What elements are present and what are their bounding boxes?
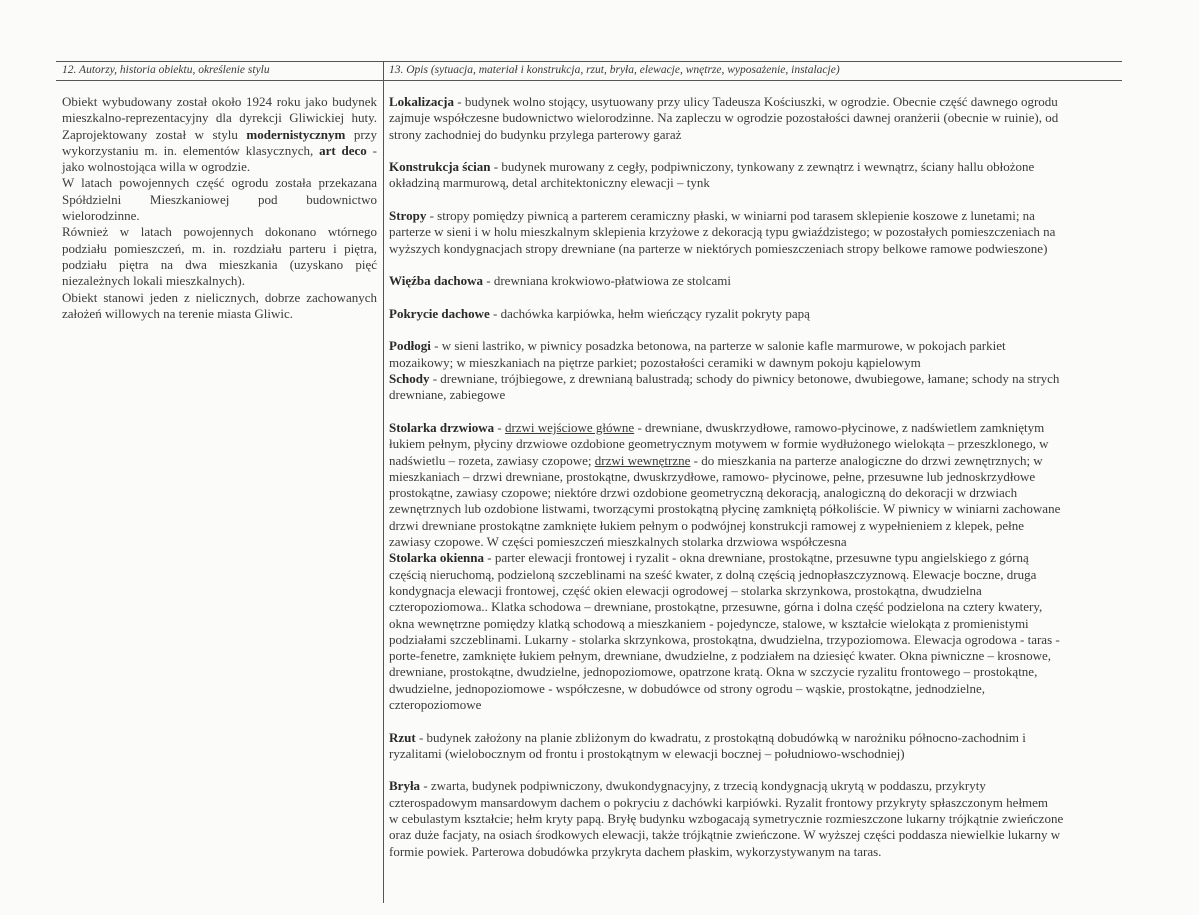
- history-paragraph: W latach powojennych część ogrodu została przekazana Spółdzielni Mieszkaniowej pod budownictwo wielorodzinne.: [62, 175, 377, 224]
- section-schody: Schody - drewniane, trójbiegowe, z drewnianą balustradą; schody do piwnicy betonowe, dwubiegowe, łamane; schody na strych drewniane, zabiegowe: [389, 371, 1060, 403]
- description-column: [389, 94, 1121, 860]
- section-lokalizacja: Lokalizacja - budynek wolno stojący, usytuowany przy ulicy Tadeusza Kościuszki, w ogrodzie. Obecnie część dawnego ogrodu zajmuje współczesne budownictwo wielorodzinne. Na zapleczu w ogrodzie pozostałości dawnej oranżerii (obecnie w ruinie), od strony zachodniej do budynku przylega parterowy garaż: [389, 94, 1059, 142]
- top-rule: [56, 61, 1122, 62]
- section-bryla: Bryła - zwarta, budynek podpiwniczony, dwukondygnacyjny, z trzecią kondygnacją ukrytą w poddaszu, przykryty czterospadowym mansardowym dachem o pokryciu z dachówki karpiówki. Ryzalit frontowy przykryty spłaszczonym hełmem w cebulastym kształcie; hełm kryty papą. Bryłę budynku wzbogacają symetrycznie rozmieszczone lukarny trójkątnie zwieńczone oraz duże facjaty, na osiach środkowych elewacji, także trójkątnie zwieńczone. W wyższej części poddasza niewielkie lukarny w formie powiek. Parterowa dobudówka przykryta dachem płaskim, wykorzystywanym na taras.: [389, 778, 1064, 859]
- section-wiezba: Więźba dachowa - drewniana krokwiowo-płatwiowa ze stolcami: [389, 273, 732, 289]
- column-divider: [383, 61, 384, 903]
- section-13-header: 13. Opis (sytuacja, materiał i konstrukcja, rzut, bryła, elewacje, wnętrze, wyposażenie, instalacje): [389, 64, 840, 76]
- section-stolarka-okienna: Stolarka okienna - parter elewacji frontowej i ryzalit - okna drewniane, prostokątne, przesuwne typu angielskiego z górną częścią nieruchomą, podzieloną szczeblinami na sześć kwater, z dolną częścią jednopłaszczyznową. Elewacje boczne, druga kondygnacja elewacji frontowej, część okien elewacji ogrodowej – stolarka skrzynkowa, prostokątna, dwudzielna czteropoziomowa.. Klatka schodowa – drewniane, prostokątne, przesuwne, górna i dolna część podzielona na cztery kwatery, okna wewnętrzne pomiędzy klatką schodową a mieszkaniem - pojedyncze, stalowe, w kształcie wielokąta z promienistymi podziałami szczeblinami. Lukarny - stolarka skrzynkowa, prostokątna, dwudzielna, trzypoziomowa. Elewacja ogrodowa - taras - porte-fenetre, zamknięte łukiem pełnym, drewniane, dwudzielne, z podziałem na dziesięć kwater. Okna piwniczne – krosnowe, drewniane, prostokątne, dwudzielne, jednopoziomowe, opatrzone kratą. Okna w szczycie ryzalitu frontowego – prostokątne, dwudzielne, jednopoziomowe - współczesne, w dobudówce od strony ogrodu – wąskie, prostokątne, jednodzielne, czteropoziomowe: [389, 550, 1060, 712]
- section-12-header: 12. Autorzy, historia obiektu, określenie stylu: [62, 64, 270, 76]
- section-stolarka-drzwiowa: Stolarka drzwiowa - drzwi wejściowe główne - drewniane, dwuskrzydłowe, ramowo-płycinowe, z nadświetlem zamkniętym łukiem pełnym, płyciny drzwiowe ozdobione geometrycznym motywem w formie wydłużonego wielokąta – przeszklonego, w nadświetlu – rozeta, zawiasy czopowe; drzwi wewnętrzne - do mieszkania na parterze analogiczne do drzwi zewnętrznych; w mieszkaniach – drzwi drewniane, prostokątne, dwuskrzydłowe, ramowo- płycinowe, pełne, przesuwne lub jednoskrzydłowe prostokątne, zawiasy czopowe; niektóre drzwi ozdobione geometryczną dekoracją, analogiczną do dekoracji w drzwiach zewnętrznych lub ozdobione listwami, tworzącymi prostokątną płycinę zamkniętą półkoliście. W piwnicy w winiarni zachowane drzwi drewniane prostokątne zamknięte łukiem pełnym o podwójnej konstrukcji ramowej z wypełnieniem z klepek, pełne zawiasy czopowe. W części pomieszczeń mieszkalnych stolarka drzwiowa współczesna: [389, 419, 1061, 550]
- section-pokrycie: Pokrycie dachowe - dachówka karpiówka, hełm wieńczący ryzalit pokryty papą: [389, 305, 810, 321]
- header-rule: [56, 80, 1122, 81]
- history-paragraph: Również w latach powojennych dokonano wtórnego podziału pomieszczeń, m. in. rozdziału parteru i piętra, podziału piętra na dwa mieszkania (uzyskano pięć niezależnych lokali mieszkalnych).: [62, 224, 377, 289]
- history-column: [62, 94, 377, 322]
- section-podlogi: Podłogi - w sieni lastriko, w piwnicy posadzka betonowa, na parterze w salonie kafle marmurowe, w pokojach parkiet mozaikowy; w mieszkaniach na piętrze parkiet; pozostałości ceramiki w dawnym pokoju kąpielowym: [389, 338, 1006, 370]
- history-paragraph: Obiekt wybudowany został około 1924 roku jako budynek mieszkalno-reprezentacyjny dla dyrekcji Gliwickiej huty. Zaprojektowany został w stylu modernistycznym przy wykorzystaniu m. in. elementów klasycznych, art deco - jako wolnostojąca willa w ogrodzie.: [62, 94, 377, 175]
- section-rzut: Rzut - budynek założony na planie zbliżonym do kwadratu, z prostokątną dobudówką w narożniku północno-zachodnim i ryzalitami (wielobocznym od frontu i prostokątnym w elewacji bocznej – południowo-wschodniej): [389, 729, 1026, 761]
- section-stropy: Stropy - stropy pomiędzy piwnicą a parterem ceramiczny płaski, w winiarni pod tarasem sklepienie koszowe z lunetami; na parterze w sieni i w holu mieszkalnym sklepienia krzyżowe z dekoracją typu gwiaździstego; w pozostałych pomieszczeniach na wyższych kondygnacjach stropy drewniane (na parterze w niektórych pomieszczeniach stropy belkowe ramowe podwieszone): [389, 208, 1056, 256]
- history-paragraph: Obiekt stanowi jeden z nielicznych, dobrze zachowanych założeń willowych na terenie miasta Gliwic.: [62, 289, 377, 321]
- section-konstrukcja: Konstrukcja ścian - budynek murowany z cegły, podpiwniczony, tynkowany z zewnątrz i wewnątrz, ściany hallu obłożone okładziną marmurową, detal architektoniczny elewacji – tynk: [389, 159, 1035, 191]
